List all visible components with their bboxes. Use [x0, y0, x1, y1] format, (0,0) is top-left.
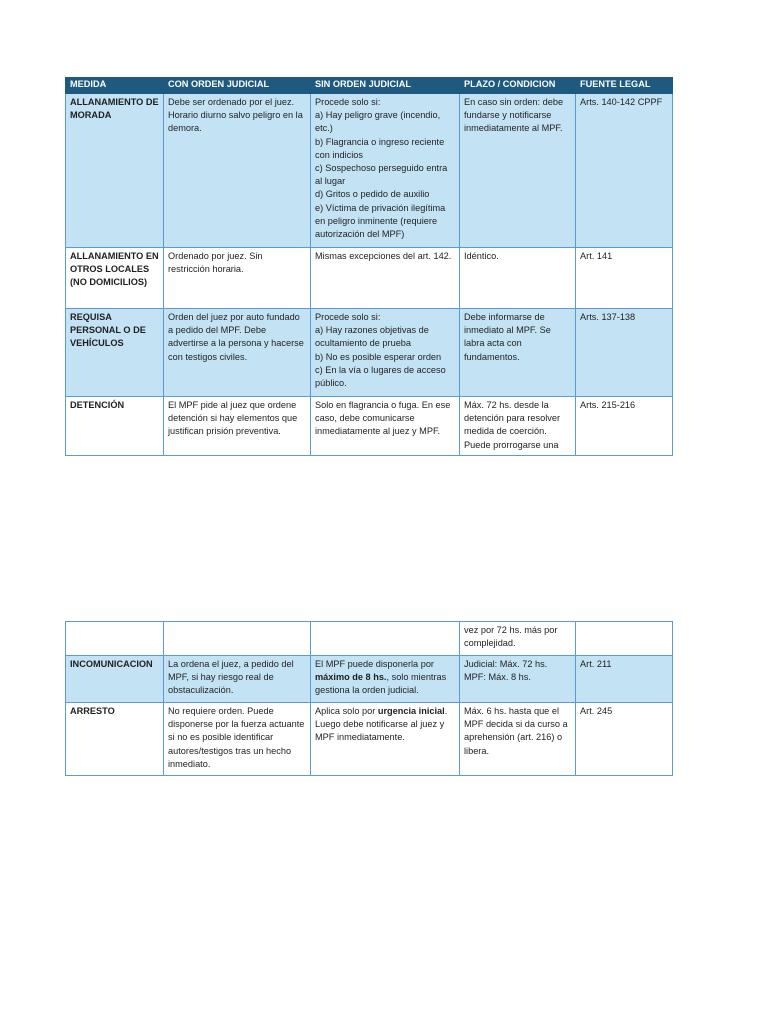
cell-text: El MPF puede disponerla por: [315, 659, 434, 669]
cell-line: a) Hay razones objetivas de ocultamiento de prueba: [315, 325, 429, 349]
cell-sin-orden: [311, 656, 460, 703]
cell-line: Procede solo si:: [315, 312, 381, 322]
header-medida: MEDIDA: [66, 78, 164, 94]
measures-table: [65, 77, 673, 456]
cell-sin-orden: [311, 703, 460, 776]
cell-con-orden: Debe ser ordenado por el juez. Horario diurno salvo peligro en la demora.: [164, 94, 311, 248]
cell-text-bold: urgencia inicial: [377, 706, 445, 716]
cell-sin-orden: [311, 94, 460, 248]
cell-con-orden: No requiere orden. Puede disponerse por la fuerza actuante si no es posible identificar autores/testigos tras un hecho inmediato.: [164, 703, 311, 776]
table-row: [66, 703, 673, 776]
cell-medida: INCOMUNICACION: [66, 656, 164, 703]
cell-text-bold: máximo de 8 hs.: [315, 672, 387, 683]
header-plazo: PLAZO / CONDICION: [460, 78, 576, 94]
cell-sin-orden: [311, 622, 460, 656]
cell-medida: ALLANAMIENTO EN OTROS LOCALES (NO DOMICILIOS): [66, 248, 164, 309]
table-row: [66, 309, 673, 397]
cell-plazo: Debe informarse de inmediato al MPF. Se labra acta con fundamentos.: [460, 309, 576, 397]
cell-plazo: Máx. 72 hs. desde la detención para resolver medida de coerción. Puede prorrogarse una: [460, 397, 576, 456]
cell-plazo: En caso sin orden: debe fundarse y notificarse inmediatamente al MPF.: [460, 94, 576, 248]
cell-medida: [66, 622, 164, 656]
cell-fuente: Arts. 137-138: [576, 309, 673, 397]
cell-con-orden: Ordenado por juez. Sin restricción horaria.: [164, 248, 311, 309]
cell-line: e) Víctima de privación ilegítima en peligro inminente (requiere autorización del MPF): [315, 202, 446, 240]
table-row: [66, 94, 673, 248]
cell-medida: DETENCIÓN: [66, 397, 164, 456]
cell-plazo: vez por 72 hs. más por complejidad.: [460, 622, 576, 656]
cell-medida: ARRESTO: [66, 703, 164, 776]
cell-fuente: [576, 622, 673, 656]
cell-line: Procede solo si:: [315, 97, 381, 107]
cell-fuente: Arts. 140-142 CPPF: [576, 94, 673, 248]
cell-line: c) En la vía o lugares de acceso público.: [315, 364, 446, 389]
cell-con-orden: Orden del juez por auto fundado a pedido del MPF. Debe advertirse a la persona y hacerse con testigos civiles.: [164, 309, 311, 397]
cell-text: , solo mientras gestiona la orden judicial.: [315, 672, 447, 696]
cell-line: Judicial: Máx. 72 hs.: [464, 659, 548, 669]
cell-sin-orden: [311, 309, 460, 397]
cell-con-orden: El MPF pide al juez que ordene detención si hay elementos que justifican prisión preventiva.: [164, 397, 311, 456]
table-row: [66, 622, 673, 656]
cell-plazo: Idéntico.: [460, 248, 576, 309]
cell-text: Aplica solo por: [315, 706, 376, 716]
cell-medida: REQUISA PERSONAL O DE VEHÍCULOS: [66, 309, 164, 397]
cell-sin-orden: Mismas excepciones del art. 142.: [311, 248, 460, 309]
cell-line: d) Gritos o pedido de auxilio: [315, 189, 430, 200]
cell-line: c) Sospechoso perseguido entra al lugar: [315, 163, 448, 187]
cell-fuente: Arts. 215-216: [576, 397, 673, 456]
cell-con-orden: [164, 622, 311, 656]
table-header-row: [66, 78, 673, 94]
cell-medida: ALLANAMIENTO DE MORADA: [66, 94, 164, 248]
cell-fuente: Art. 141: [576, 248, 673, 309]
table-row: [66, 656, 673, 703]
cell-plazo: Máx. 6 hs. hasta que el MPF decida si da curso a aprehensión (art. 216) o libera.: [460, 703, 576, 776]
cell-line: MPF: Máx. 8 hs.: [464, 672, 531, 683]
cell-line: b) Flagrancia o ingreso reciente con indicios: [315, 136, 445, 160]
table-row: [66, 248, 673, 309]
table-row: [66, 397, 673, 456]
cell-line: a) Hay peligro grave (incendio, etc.): [315, 110, 441, 134]
cell-fuente: Art. 245: [576, 703, 673, 776]
cell-line: b) No es posible esperar orden: [315, 351, 442, 362]
cell-con-orden: La ordena el juez, a pedido del MPF, si hay riesgo real de obstaculización.: [164, 656, 311, 703]
header-sin-orden: SIN ORDEN JUDICIAL: [311, 78, 460, 94]
measures-table-continued: [65, 621, 673, 776]
cell-plazo: [460, 656, 576, 703]
header-con-orden: CON ORDEN JUDICIAL: [164, 78, 311, 94]
cell-fuente: Art. 211: [576, 656, 673, 703]
cell-sin-orden: Solo en flagrancia o fuga. En ese caso, debe comunicarse inmediatamente al juez y MPF.: [311, 397, 460, 456]
cell-text: . Luego debe notificarse al juez y MPF inmediatamente.: [315, 706, 448, 743]
header-fuente: FUENTE LEGAL: [576, 78, 673, 94]
